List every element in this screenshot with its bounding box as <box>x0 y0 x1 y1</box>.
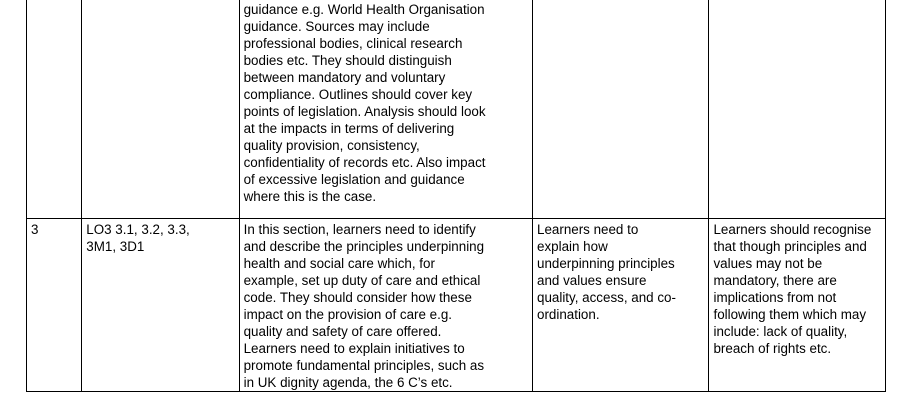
text-line: points of legislation. Analysis should look <box>243 104 486 119</box>
text-line: underpinning principles <box>537 256 675 271</box>
text-line: following them which may <box>713 307 867 322</box>
text-line: in UK dignity agenda, the 6 C’s etc. <box>243 375 453 390</box>
text-line: guidance. Sources may include <box>243 19 430 34</box>
text-line: promote fundamental principles, such as <box>243 358 485 373</box>
criteria-cell <box>82 0 239 219</box>
text-line: and describe the principles underpinning <box>243 239 485 254</box>
text-line: health and social care which, for <box>243 256 435 271</box>
text-line: example, set up duty of care and ethical <box>243 273 481 288</box>
text-line: confidentiality of records etc. Also impact <box>243 155 486 170</box>
guidance-cell <box>239 0 532 219</box>
explain-cell <box>533 0 709 219</box>
table-row <box>27 0 886 219</box>
text-line: that though principles and <box>713 239 867 254</box>
text-line: LO3 3.1, 3.2, 3.3, <box>86 222 190 237</box>
text-line: where this is the case. <box>243 189 377 204</box>
recognise-cell <box>709 0 886 219</box>
explain-cell <box>533 219 709 392</box>
text-line: 3M1, 3D1 <box>86 239 145 254</box>
text-line: professional bodies, clinical research <box>243 36 463 51</box>
table-row <box>27 219 886 392</box>
text-line: and values ensure <box>537 273 647 288</box>
text-line: quality, access, and co- <box>537 290 676 305</box>
guidance-cell <box>239 219 532 392</box>
text-line: explain how <box>537 239 608 254</box>
row-number: 3 <box>31 222 39 237</box>
text-line: ordination. <box>537 307 600 322</box>
text-line: at the impacts in terms of delivering <box>243 121 455 136</box>
criteria-cell <box>82 219 239 392</box>
text-line: Learners need to <box>537 222 639 237</box>
text-line: quality provision, consistency, <box>243 138 420 153</box>
text-line: compliance. Outlines should cover key <box>243 87 473 102</box>
text-line: Learners need to explain initiatives to <box>243 341 465 356</box>
text-line: of excessive legislation and guidance <box>243 172 465 187</box>
assessment-guidance-table <box>26 0 886 392</box>
recognise-cell <box>709 219 886 392</box>
text-line: values may not be <box>713 256 823 271</box>
text-line: quality and safety of care offered. <box>243 324 442 339</box>
text-line: include: lack of quality, <box>713 324 848 339</box>
text-line: impact on the provision of care e.g. <box>243 307 453 322</box>
text-line: bodies etc. They should distinguish <box>243 53 452 68</box>
text-line: guidance e.g. World Health Organisation <box>243 2 485 17</box>
text-line: mandatory, there are <box>713 273 837 288</box>
text-line: code. They should consider how these <box>243 290 472 305</box>
text-line: implications from not <box>713 290 837 305</box>
text-line: Learners should recognise <box>713 222 872 237</box>
number-cell <box>27 0 82 219</box>
text-line: In this section, learners need to identify <box>243 222 476 237</box>
text-line: between mandatory and voluntary <box>243 70 446 85</box>
text-line: breach of rights etc. <box>713 341 832 356</box>
number-cell <box>27 219 82 392</box>
